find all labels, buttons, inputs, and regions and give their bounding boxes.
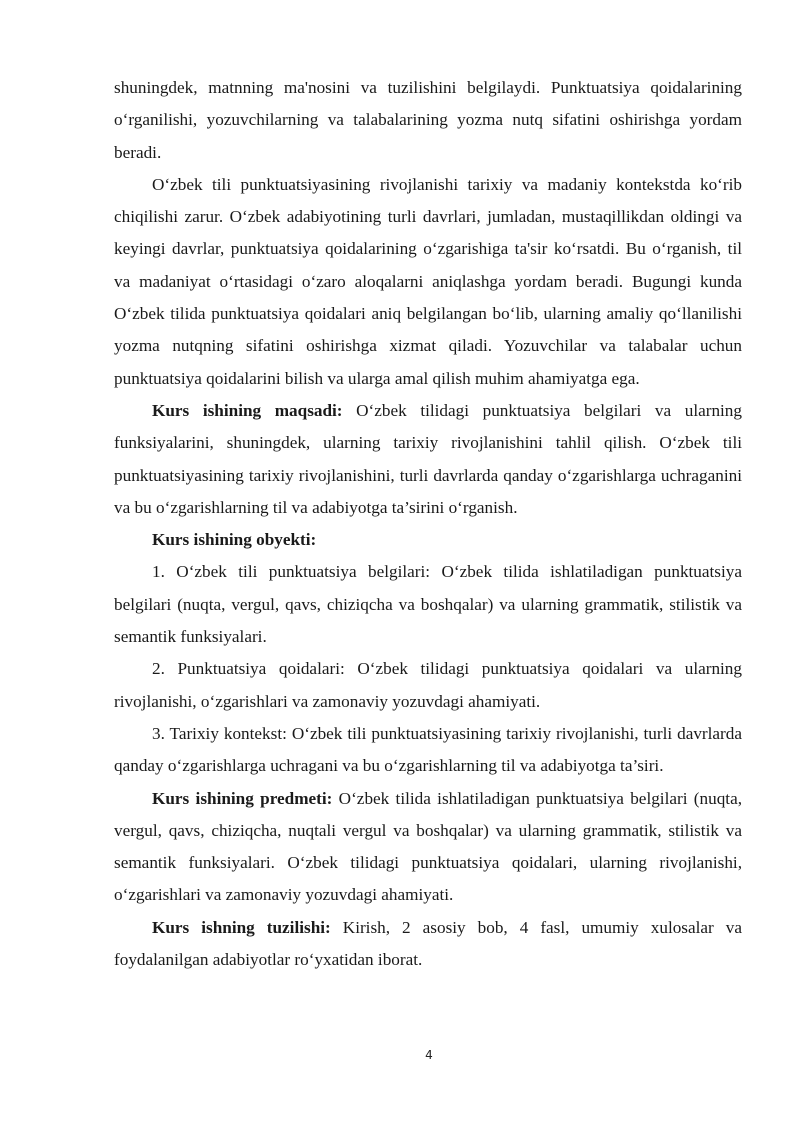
object-label: Kurs ishining obyekti:: [152, 530, 317, 550]
subject-label: Kurs ishining predmeti:: [152, 788, 333, 808]
paragraph-structure: Kurs ishning tuzilishi: Kirish, 2 asosiy bob, 4 fasl, umumiy xulosalar va foydalanilgan adabiyotlar ro‘yxatidan iborat.: [114, 917, 742, 970]
list-item-1: 1. O‘zbek tili punktuatsiya belgilari: O‘zbek tilida ishlatiladigan punktuatsiya belgilari (nuqta, vergul, qavs, chiziqcha va boshqalar) va ularning grammatik, stilistik va semantik funksiyalari.: [114, 562, 742, 647]
paragraph-history: O‘zbek tili punktuatsiyasining rivojlanishi tarixiy va madaniy kontekstda ko‘rib chiqilishi zarur. O‘zbek adabiyotining turli davrlari, jumladan, mustaqillikdan oldingi va keyingi davrlar, punktuatsiya qoidalarining o‘zgarishiga ta'sir ko‘rsatdi. Bu o‘rganish, til va madaniyat o‘rtasidagi o‘zaro aloqalarni aniqlashga yordam beradi. Bugungi kunda O‘zbek tilida punktuatsiya qoidalari aniq belgilangan bo‘lib, ularning amaliy qo‘llanilishi yozma nutqning sifatini oshirishga xizmat qiladi. Yozuvchilar va talabalar uchun punktuatsiya qoidalarini bilish va ularga amal qilish muhim ahamiyatga ega.: [114, 174, 742, 388]
paragraph-goal: Kurs ishining maqsadi: O‘zbek tilidagi punktuatsiya belgilari va ularning funksiyalarini, shuningdek, ularning tarixiy rivojlanishini tahlil qilish. O‘zbek tili punktuatsiyasining tarixiy rivojlanishini, turli davrlarda qanday o‘zgarishlarga uchraganini va bu o‘zgarishlarning til va adabiyotga ta’sirini o‘rganish.: [114, 400, 742, 517]
structure-label: Kurs ishning tuzilishi:: [152, 917, 331, 937]
list-item-2: 2. Punktuatsiya qoidalari: O‘zbek tilidagi punktuatsiya qoidalari va ularning rivojlanishi, o‘zgarishlari va zamonaviy yozuvdagi ahamiyati.: [114, 659, 742, 711]
paragraph-continuation: shuningdek, matnning ma'nosini va tuzilishini belgilaydi. Punktuatsiya qoidalarining o‘rganilishi, yozuvchilarning va talabalarining yozma nutq sifatini oshirishga yordam beradi.: [114, 78, 742, 162]
body-text: [114, 72, 742, 976]
list-item-3: 3. Tarixiy kontekst: O‘zbek tili punktuatsiyasining tarixiy rivojlanishi, turli davrlarda qanday o‘zgarishlarga uchragani va bu o‘zgarishlarning til va adabiyotga ta’siri.: [114, 723, 742, 776]
paragraph-subject: Kurs ishining predmeti: O‘zbek tilida ishlatiladigan punktuatsiya belgilari (nuqta, vergul, qavs, chiziqcha, nuqtali vergul va boshqalar) va ularning grammatik, stilistik va semantik funksiyalari. O‘zbek tilidagi punktuatsiya qoidalari, ularning rivojlanishi, o‘zgarishlari va zamonaviy yozuvdagi ahamiyati.: [114, 788, 742, 905]
goal-label: Kurs ishining maqsadi:: [152, 400, 343, 420]
page-number: 4: [425, 1048, 433, 1062]
paragraph-object-heading: [114, 524, 742, 556]
